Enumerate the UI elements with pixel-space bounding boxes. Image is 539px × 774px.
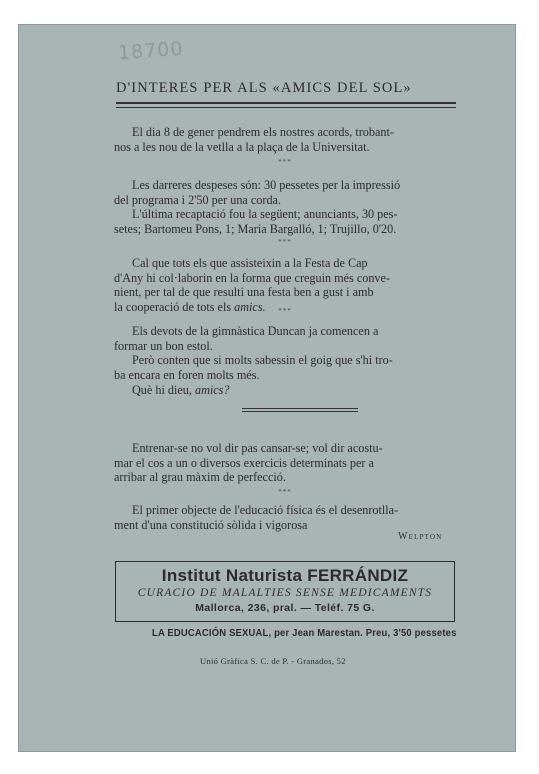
quote-signature: Welpton	[398, 531, 443, 542]
headline-rule-thin	[116, 107, 456, 108]
advert-name: Institut Naturista FERRÁNDIZ	[161, 566, 409, 585]
separator-stars: ***	[278, 238, 292, 246]
printer-imprint: Unió Gràfica S. C. de P. - Granados, 52	[200, 656, 346, 666]
advert-address: Mallorca, 236, pral. — Teléf. 75 G.	[195, 602, 375, 614]
pencil-annotation: 18700	[117, 37, 185, 65]
page-headline: D'INTERES PER ALS «AMICS DEL SOL»	[116, 80, 412, 96]
quote-physical-education: El primer objecte de l'educació física és el desenrotlla- ment d'una constitució sòlida i vigorosa	[114, 503, 399, 532]
separator-stars: ***	[278, 307, 292, 315]
separator-stars: ***	[278, 158, 292, 166]
emphasis-amics: amics.	[234, 300, 266, 315]
book-advert: LA EDUCACIÓN SEXUAL, per Jean Marestan. Preu, 3'50 pessetes	[152, 627, 457, 639]
section-divider	[242, 408, 358, 409]
advert-box	[115, 561, 455, 622]
notice-duncan-gymnastics: Els devots de la gimnàstica Duncan ja comencen a formar un bon estol. Però conten que si molts sabessin el goig que s'hi tro- ba encara en foren molts més. Què hi dieu, amics?	[114, 324, 393, 397]
quote-training: Entrenar-se no vol dir pas cansar-se; vol dir acostu- mar el cos a un o diversos exercicis determinats per a arribar al grau màxim de perfecció.	[114, 441, 383, 485]
advert-subtitle: CURACIO DE MALALTIES SENSE MEDICAMENTS	[137, 587, 433, 599]
separator-stars: ***	[278, 488, 292, 496]
notice-meeting: El dia 8 de gener pendrem els nostres acords, trobant- nos a les nou de la vetlla a la plaça de la Universitat.	[114, 125, 394, 154]
emphasis-amics: amics?	[194, 382, 230, 397]
section-divider-thin	[242, 411, 358, 412]
notice-new-year-party: Cal que tots els que assisteixin a la Festa de Cap d'Any hi col·laborin en la forma que creguin més conve- nient, per tal de que resulti una festa ben a gust i amb la cooperació de tots els amics.	[114, 256, 390, 315]
notice-expenses: Les darreres despeses són: 30 pessetes per la impressió del programa i 2'50 per una corda. L'última recaptació fou la següent; anunciants, 30 pes- setes; Bartomeu Pons, 1; Maria Bargalló, 1; Trujillo, 0'20.	[114, 178, 401, 237]
headline-rule	[116, 102, 456, 104]
